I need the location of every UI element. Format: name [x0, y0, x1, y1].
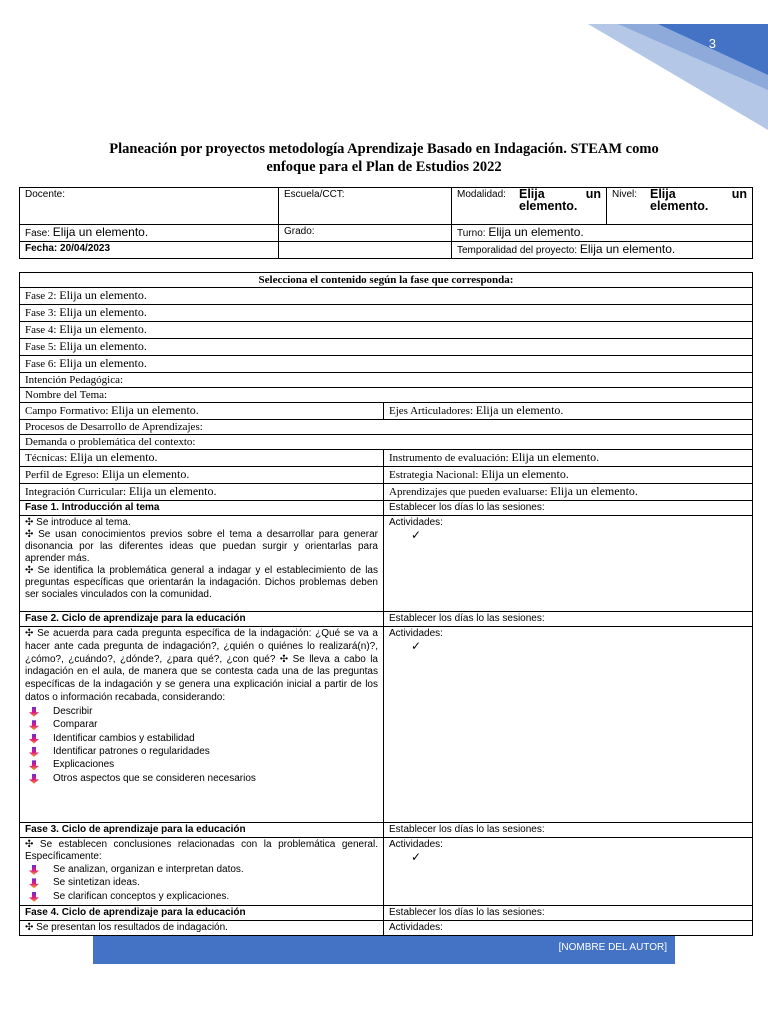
fecha-cell[interactable]: Fecha: 20/04/2023: [20, 242, 279, 259]
integracion-cell[interactable]: Integración Curricular: Elija un elemento.: [20, 484, 384, 501]
fase3-select[interactable]: Elija un elemento.: [59, 305, 147, 319]
procesos-row[interactable]: Procesos de Desarrollo de Aprendizajes:: [20, 420, 753, 435]
phase1-description: ✣ Se introduce al tema. ✣ Se usan conocimientos previos sobre el tema a desarrollar para generar disonancia por las diferentes ideas que puedan surgir y orientarlas para aprender más. ✣ Se identifica la problemática general a indagar y el establecimiento de las preguntas específicas que orientarán la indagación. Dichos problemas deben ser sociales vinculados con la comunidad.: [20, 516, 384, 612]
list-item: Otros aspectos que se consideren necesarios: [53, 772, 378, 785]
instrumento-cell[interactable]: Instrumento de evaluación: Elija un elemento.: [384, 450, 753, 467]
page-number: 3: [708, 36, 716, 51]
phase2-sessions[interactable]: Establecer los días lo las sesiones:: [384, 612, 753, 627]
aprendizajes-select[interactable]: Elija un elemento.: [550, 484, 638, 498]
content-table: [19, 272, 753, 936]
tecnicas-cell[interactable]: Técnicas: Elija un elemento.: [20, 450, 384, 467]
demanda-row[interactable]: Demanda o problemática del contexto:: [20, 435, 753, 450]
list-item: Identificar cambios y estabilidad: [53, 732, 378, 745]
phase3-sessions[interactable]: Establecer los días lo las sesiones:: [384, 823, 753, 838]
list-item: Describir: [53, 705, 378, 718]
phase2-title: Fase 2. Ciclo de aprendizaje para la educación: [20, 612, 384, 627]
fase4-row[interactable]: Fase 4: Elija un elemento.: [20, 322, 753, 339]
list-item: Explicaciones: [53, 758, 378, 771]
phase1-title: Fase 1. Introducción al tema: [20, 501, 384, 516]
instrumento-select[interactable]: Elija un elemento.: [511, 450, 600, 464]
phase2-activities[interactable]: Actividades: ✓: [384, 627, 753, 823]
checkmark-icon: ✓: [411, 528, 422, 542]
perfil-select[interactable]: Elija un elemento.: [101, 467, 190, 481]
turno-cell[interactable]: Turno: Elija un elemento.: [452, 225, 753, 242]
document-title: Planeación por proyectos metodología Aprendizaje Basado en Indagación. STEAM como enfoque para el Plan de Estudios 2022: [109, 141, 659, 175]
intencion-row[interactable]: Intención Pedagógica:: [20, 373, 753, 388]
phase4-title: Fase 4. Ciclo de aprendizaje para la educación: [20, 906, 384, 921]
nivel-select[interactable]: Elija un elemento.: [650, 187, 747, 213]
nombre-tema-row[interactable]: Nombre del Tema:: [20, 388, 753, 403]
fase2-row[interactable]: Fase 2: Elija un elemento.: [20, 288, 753, 305]
campo-select[interactable]: Elija un elemento.: [111, 403, 199, 417]
modalidad-select[interactable]: Elija un elemento.: [519, 187, 601, 213]
list-item: Comparar: [53, 718, 378, 731]
nivel-cell[interactable]: Nivel: Elija un elemento.: [607, 188, 753, 225]
escuela-cell[interactable]: Escuela/CCT:: [279, 188, 452, 225]
tecnicas-select[interactable]: Elija un elemento.: [69, 450, 158, 464]
list-item: Se analizan, organizan e interpretan datos.: [53, 863, 378, 876]
phase1-activities[interactable]: Actividades: ✓: [384, 516, 753, 612]
estrategia-cell[interactable]: Estrategia Nacional: Elija un elemento.: [384, 467, 753, 484]
fase-select[interactable]: Elija un elemento.: [52, 225, 149, 239]
fase6-select[interactable]: Elija un elemento.: [59, 356, 147, 370]
author-footer[interactable]: [NOMBRE DEL AUTOR]: [93, 936, 675, 964]
content-header: Selecciona el contenido según la fase que corresponda:: [20, 273, 753, 288]
list-item: Identificar patrones o regularidades: [53, 745, 378, 758]
docente-cell[interactable]: Docente:: [20, 188, 279, 225]
ejes-select[interactable]: Elija un elemento.: [475, 403, 564, 417]
phase2-list: [25, 705, 378, 785]
temporalidad-select[interactable]: Elija un elemento.: [579, 242, 676, 256]
estrategia-select[interactable]: Elija un elemento.: [481, 467, 569, 481]
phase1-sessions[interactable]: Establecer los días lo las sesiones:: [384, 501, 753, 516]
fase4-select[interactable]: Elija un elemento.: [59, 322, 147, 336]
integracion-select[interactable]: Elija un elemento.: [128, 484, 217, 498]
checkmark-icon: ✓: [411, 639, 422, 653]
phase4-description: ✣ Se presentan los resultados de indagación.: [20, 921, 384, 936]
corner-decoration: [588, 0, 768, 130]
phase2-description: ✣ Se acuerda para cada pregunta específica de la indagación: ¿Qué se va a hacer ante cada pregunta de indagación?, ¿quién o quiénes lo realizará(n)?, ¿cómo?, ¿cuándo?, ¿dónde?, ¿para qué?, ¿con qué? ✣ Se lleva a cabo la indagación en el aula, de manera que se contesta cada una de las preguntas específicas de la indagación y se genera una explicación inicial a partir de los datos o información recabada, considerando: Describir Comparar Identificar cambios y estabilidad Identificar patrones o regularidades Explicaciones Otros aspectos que se consideren necesarios: [20, 627, 384, 823]
phase3-activities[interactable]: Actividades: ✓: [384, 838, 753, 906]
fase5-select[interactable]: Elija un elemento.: [59, 339, 147, 353]
perfil-cell[interactable]: Perfil de Egreso: Elija un elemento.: [20, 467, 384, 484]
fase2-select[interactable]: Elija un elemento.: [59, 288, 147, 302]
temporalidad-cell[interactable]: Temporalidad del proyecto: Elija un elemento.: [452, 242, 753, 259]
phase3-description: ✣ Se establecen conclusiones relacionadas con la problemática general. Específicamente: Se analizan, organizan e interpretan datos. Se sintetizan ideas. Se clarifican conceptos y explicaciones.: [20, 838, 384, 906]
phase4-activities[interactable]: Actividades:: [384, 921, 753, 936]
list-item: Se clarifican conceptos y explicaciones.: [53, 890, 378, 903]
turno-select[interactable]: Elija un elemento.: [488, 225, 584, 239]
list-item: Se sintetizan ideas.: [53, 876, 378, 889]
checkmark-icon: ✓: [411, 850, 422, 864]
empty-cell: [279, 242, 452, 259]
ejes-cell[interactable]: Ejes Articuladores: Elija un elemento.: [384, 403, 753, 420]
phase4-sessions[interactable]: Establecer los días lo las sesiones:: [384, 906, 753, 921]
aprendizajes-cell[interactable]: Aprendizajes que pueden evaluarse: Elija un elemento.: [384, 484, 753, 501]
fase-cell[interactable]: Fase: Elija un elemento.: [20, 225, 279, 242]
fase5-row[interactable]: Fase 5: Elija un elemento.: [20, 339, 753, 356]
phase3-list: [25, 863, 378, 903]
fase6-row[interactable]: Fase 6: Elija un elemento.: [20, 356, 753, 373]
fase3-row[interactable]: Fase 3: Elija un elemento.: [20, 305, 753, 322]
phase3-title: Fase 3. Ciclo de aprendizaje para la educación: [20, 823, 384, 838]
grado-cell[interactable]: Grado:: [279, 225, 452, 242]
campo-cell[interactable]: Campo Formativo: Elija un elemento.: [20, 403, 384, 420]
header-info-table: [19, 187, 753, 259]
modalidad-cell[interactable]: Modalidad: Elija un elemento.: [452, 188, 607, 225]
